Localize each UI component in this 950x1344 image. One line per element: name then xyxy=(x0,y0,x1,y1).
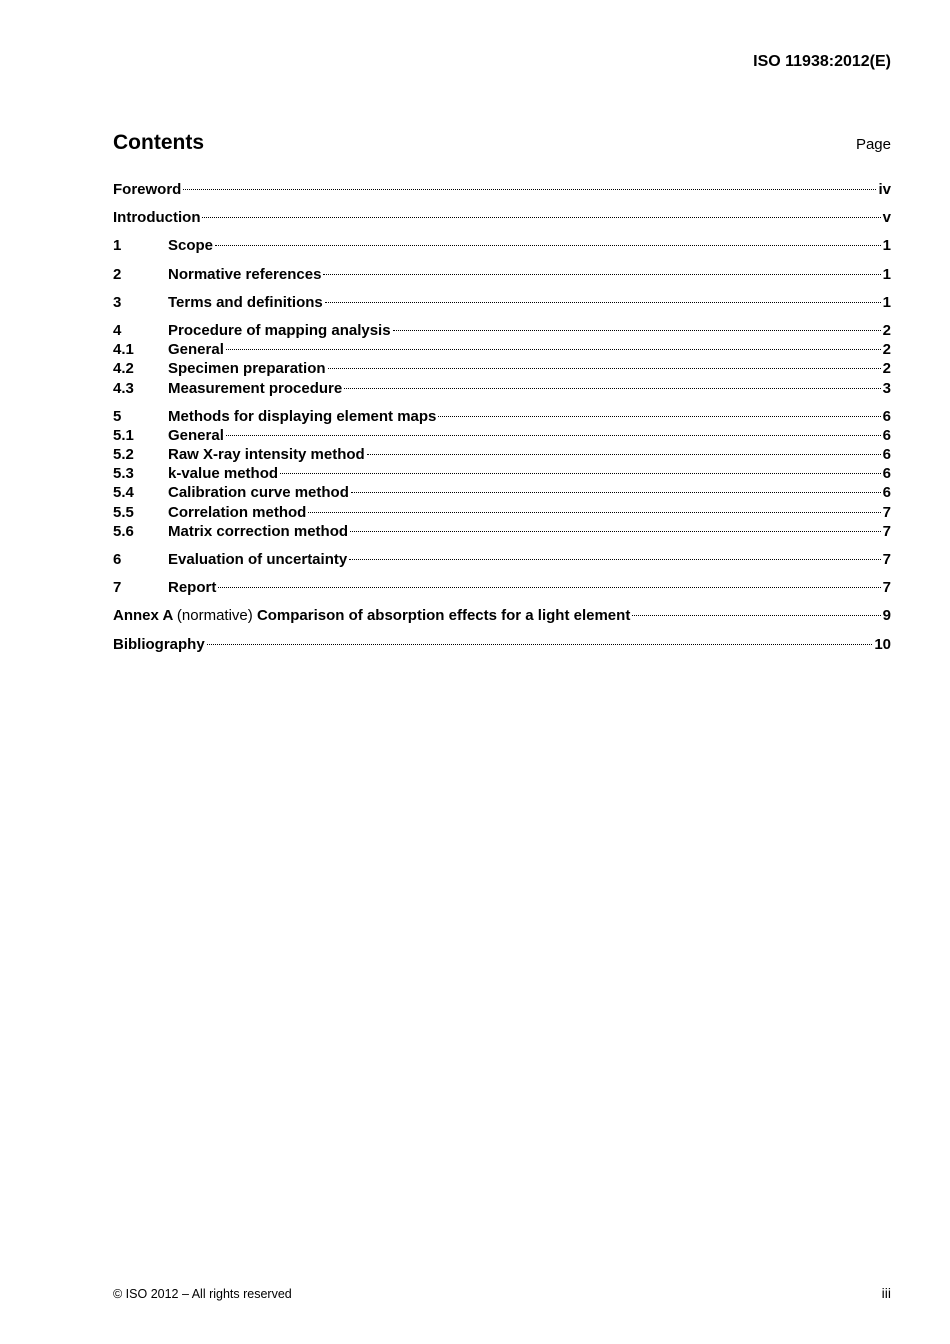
toc-entry-introduction[interactable] xyxy=(113,208,891,227)
dot-leader xyxy=(323,274,880,275)
dot-leader xyxy=(202,217,880,218)
toc-entry-number: 5.5 xyxy=(113,503,134,521)
toc-entry-number: 4.2 xyxy=(113,360,134,378)
toc-entry-page: iv xyxy=(878,181,891,198)
toc-entry-title: Matrix correction method xyxy=(168,522,349,540)
toc-entry-5-2[interactable] xyxy=(113,445,891,464)
dot-leader xyxy=(218,587,880,588)
page-footer xyxy=(113,1285,891,1301)
toc-entry-number: 5.1 xyxy=(113,426,134,444)
toc-entry-title: Calibration curve method xyxy=(168,484,349,502)
toc-entry-page: 1 xyxy=(882,265,891,283)
dot-leader xyxy=(207,644,873,645)
toc-entry-page: 1 xyxy=(882,293,891,311)
dot-leader xyxy=(349,559,880,560)
dot-leader xyxy=(632,615,880,616)
toc-entry-page: 7 xyxy=(882,551,891,568)
toc-entry-title: Methods for displaying element maps xyxy=(168,407,437,425)
toc-entry-page: 2 xyxy=(882,341,891,359)
toc-entry-7[interactable] xyxy=(113,578,891,597)
dot-leader xyxy=(215,245,881,246)
toc-entry-title: Introduction xyxy=(113,209,201,227)
toc-entry-6[interactable] xyxy=(113,550,891,569)
toc-entry-page: 9 xyxy=(882,607,891,625)
dot-leader xyxy=(226,349,881,350)
dot-leader xyxy=(393,330,881,331)
annex-label: Annex A xyxy=(113,607,173,625)
toc-entry-page: 6 xyxy=(882,484,891,502)
toc-entry-bibliography[interactable] xyxy=(113,635,891,654)
toc-entry-title: Report xyxy=(168,579,217,597)
toc-entry-title xyxy=(113,606,630,625)
toc-entry-number: 4.1 xyxy=(113,341,134,359)
toc-entry-number: 5.6 xyxy=(113,522,134,540)
toc-entry-title: Foreword xyxy=(113,181,182,198)
dot-leader xyxy=(438,416,880,417)
toc-entry-page: 2 xyxy=(882,360,891,378)
dot-leader xyxy=(367,454,881,455)
toc-entry-title: Normative references xyxy=(168,265,322,283)
toc-entry-number: 2 xyxy=(113,265,122,283)
annex-title: Comparison of absorption effects for a light element xyxy=(256,607,631,625)
toc-entry-4-1[interactable] xyxy=(113,340,891,359)
toc-entry-number: 6 xyxy=(113,551,122,568)
toc-entry-annex-a[interactable] xyxy=(113,606,891,625)
toc-entry-title: General xyxy=(168,426,224,444)
toc-entry-5-6[interactable] xyxy=(113,522,891,541)
toc-entry-page: 6 xyxy=(882,426,891,444)
toc-entry-5-3[interactable] xyxy=(113,464,891,483)
toc-entry-number: 1 xyxy=(113,237,122,255)
toc-entry-number: 5 xyxy=(113,407,122,425)
page-column-label: Page xyxy=(855,136,891,153)
toc-entry-page: 6 xyxy=(882,465,891,483)
toc-entry-title: Raw X-ray intensity method xyxy=(168,446,365,464)
toc-entry-4[interactable] xyxy=(113,321,891,340)
toc-entry-5-1[interactable] xyxy=(113,426,891,445)
toc-entry-number: 4.3 xyxy=(113,379,134,397)
dot-leader xyxy=(308,512,880,513)
toc-entry-number: 7 xyxy=(113,579,122,597)
toc-entry-page: 7 xyxy=(882,579,891,597)
toc-entry-title: k-value method xyxy=(168,465,279,483)
toc-entry-title: Procedure of mapping analysis xyxy=(168,321,391,339)
toc-entry-5-4[interactable] xyxy=(113,483,891,502)
toc-entry-5-5[interactable] xyxy=(113,503,891,522)
contents-title: Contents xyxy=(113,131,204,154)
dot-leader xyxy=(280,473,881,474)
toc-entry-title: General xyxy=(168,341,224,359)
document-id: ISO 11938:2012(E) xyxy=(753,53,891,70)
toc-entry-title: Evaluation of uncertainty xyxy=(168,551,348,568)
dot-leader xyxy=(226,435,881,436)
toc-entry-page: 10 xyxy=(874,635,891,653)
dot-leader xyxy=(328,368,881,369)
toc-entry-4-3[interactable] xyxy=(113,379,891,398)
copyright-notice: © ISO 2012 – All rights reserved xyxy=(113,1287,292,1301)
table-of-contents xyxy=(113,180,891,654)
toc-entry-page: 2 xyxy=(882,321,891,339)
contents-header xyxy=(113,131,891,155)
toc-entry-number: 5.3 xyxy=(113,465,134,483)
dot-leader xyxy=(325,302,881,303)
toc-entry-page: 6 xyxy=(882,446,891,464)
toc-entry-page: 6 xyxy=(882,407,891,425)
toc-entry-page: 3 xyxy=(882,379,891,397)
dot-leader xyxy=(351,492,881,493)
toc-entry-page: 7 xyxy=(882,503,891,521)
toc-entry-title: Specimen preparation xyxy=(168,360,326,378)
toc-entry-title: Bibliography xyxy=(113,635,205,653)
toc-entry-1[interactable] xyxy=(113,236,891,255)
dot-leader xyxy=(344,388,880,389)
toc-entry-title: Correlation method xyxy=(168,503,307,521)
toc-entry-title: Scope xyxy=(168,237,214,255)
toc-entry-number: 5.2 xyxy=(113,446,134,464)
toc-entry-title: Measurement procedure xyxy=(168,379,343,397)
page-number: iii xyxy=(881,1285,891,1301)
toc-entry-number: 3 xyxy=(113,293,122,311)
toc-entry-title: Terms and definitions xyxy=(168,293,323,311)
toc-entry-page: 1 xyxy=(882,237,891,255)
toc-entry-4-2[interactable] xyxy=(113,359,891,378)
toc-entry-foreword[interactable] xyxy=(113,180,891,199)
toc-entry-5[interactable] xyxy=(113,407,891,426)
toc-entry-page: v xyxy=(882,209,891,227)
toc-entry-3[interactable] xyxy=(113,293,891,312)
annex-status: (normative) xyxy=(176,607,253,625)
dot-leader xyxy=(183,189,876,190)
dot-leader xyxy=(350,531,881,532)
toc-entry-number: 5.4 xyxy=(113,484,134,502)
toc-entry-page: 7 xyxy=(882,522,891,540)
toc-entry-number: 4 xyxy=(113,321,122,339)
toc-entry-2[interactable] xyxy=(113,265,891,284)
